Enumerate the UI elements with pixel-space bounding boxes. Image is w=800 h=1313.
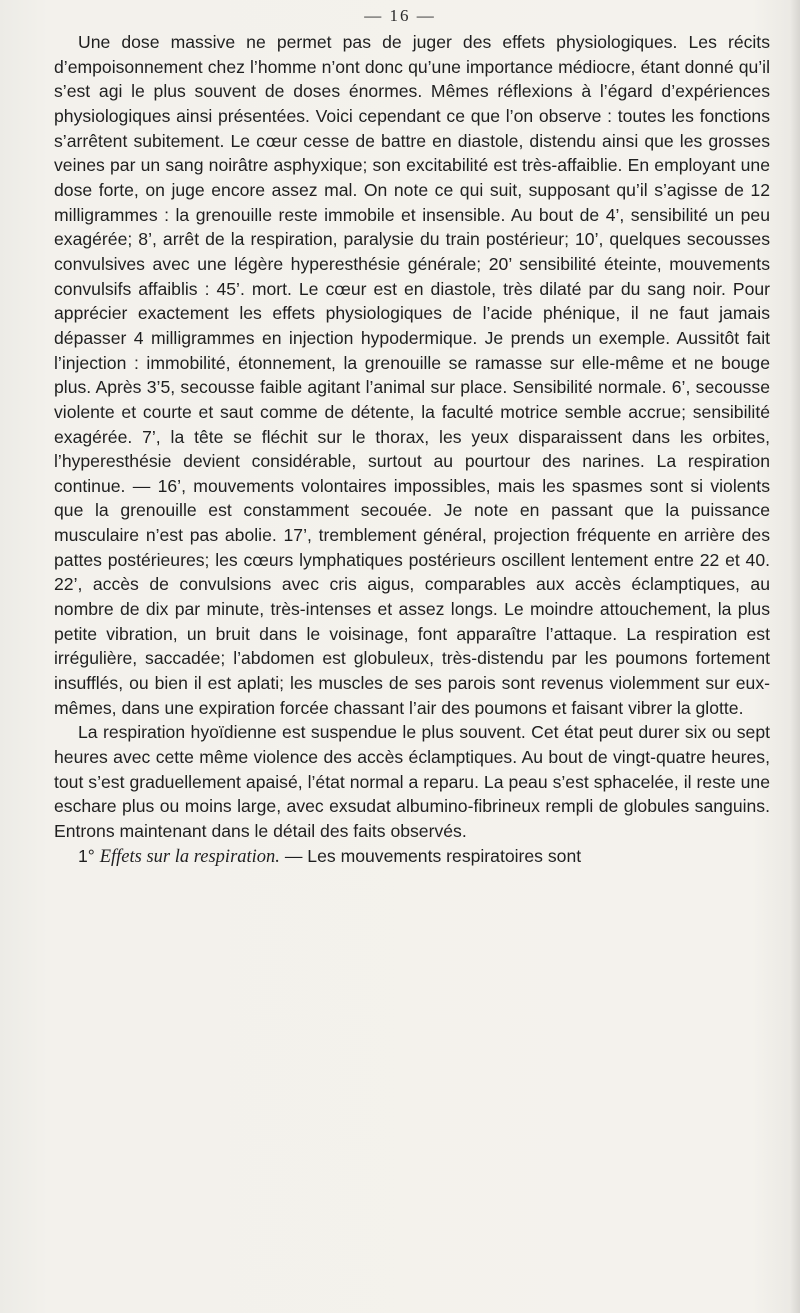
page-number: — 16 — <box>364 6 436 25</box>
body-text <box>54 30 770 869</box>
section-title: Effets sur la respiration. <box>99 846 280 867</box>
page-edge-shadow <box>790 0 800 1313</box>
paragraph-2: La respiration hyoïdienne est suspendue le plus souvent. Cet état peut durer six ou sept heures avec cette même violence des accès éclamptiques. Au bout de vingt-quatre heures, tout s’est graduellement apaisé, l’état normal a reparu. La peau s’est sphacelée, il reste une eschare plus ou moins large, avec exsudat albumino-fibrineux rempli de globules sanguins. Entrons maintenant dans le détail des faits observés. <box>54 722 770 841</box>
section-text: — Les mouvements respiratoires sont <box>284 845 582 866</box>
section-heading <box>54 844 770 870</box>
section-number: 1° <box>78 845 95 866</box>
paragraph-1: Une dose massive ne permet pas de juger des effets physiologiques. Les récits d’empoisonnement chez l’homme n’ont donc qu’une importance médiocre, étant donné qu’il s’est agi le plus souvent de doses énormes. Mêmes réflexions à l’égard d’expériences physiologiques ainsi présentées. Voici cependant ce que l’on observe : toutes les fonctions s’arrêtent subitement. Le cœur cesse de battre en diastole, distendu ainsi que les grosses veines par un sang noirâtre asphyxique; son excitabilité est très-affaiblie. En employant une dose forte, on juge encore assez mal. On note ce qui suit, supposant qu’il s’agisse de 12 milligrammes : la grenouille reste immobile et insensible. Au bout de 4’, sensibilité un peu exagérée; 8’, arrêt de la respiration, paralysie du train postérieur; 10’, quelques secousses convulsives avec une légère hyperesthésie générale; 20’ sensibilité éteinte, mouvements convulsifs affaiblis : 45’. mort. Le cœur est en diastole, très dilaté par du sang noir. Pour apprécier exactement les effets physiologiques de l’acide phénique, il ne faut jamais dépasser 4 milligrammes en injection hypodermique. Je prends un exemple. Aussitôt fait l’injection : immobilité, étonnement, la grenouille se ramasse sur elle-même et ne bouge plus. Après 3’5, secousse faible agitant l’animal sur place. Sensibilité normale. 6’, secousse violente et courte et saut comme de détente, la faculté motrice semble accrue; sensibilité exagérée. 7’, la tête se fléchit sur le thorax, les yeux disparaissent dans les orbites, l’hyperesthésie devient considérable, surtout au pourtour des narines. La respiration continue. — 16’, mouvements volontaires impossibles, mais les spasmes sont si violents que la grenouille est constamment secouée. Je note en passant que la puissance musculaire n’est pas abolie. 17’, tremblement général, projection fréquente en arrière des pattes postérieures; les cœurs lymphatiques postérieurs oscillent lentement entre 22 et 40. 22’, accès de convulsions avec cris aigus, comparables aux accès éclamptiques, au nombre de dix par minute, très-intenses et assez longs. Le moindre attouchement, la plus petite vibration, un bruit dans le voisinage, font apparaître l’attaque. La respiration est irrégulière, saccadée; l’abdomen est globuleux, très-distendu par les poumons fortement insufflés, ou bien il est aplati; les muscles de ses parois sont revenus violemment sur eux-mêmes, dans une expiration forcée chassant l’air des poumons et faisant vibrer la glotte. <box>54 32 770 718</box>
